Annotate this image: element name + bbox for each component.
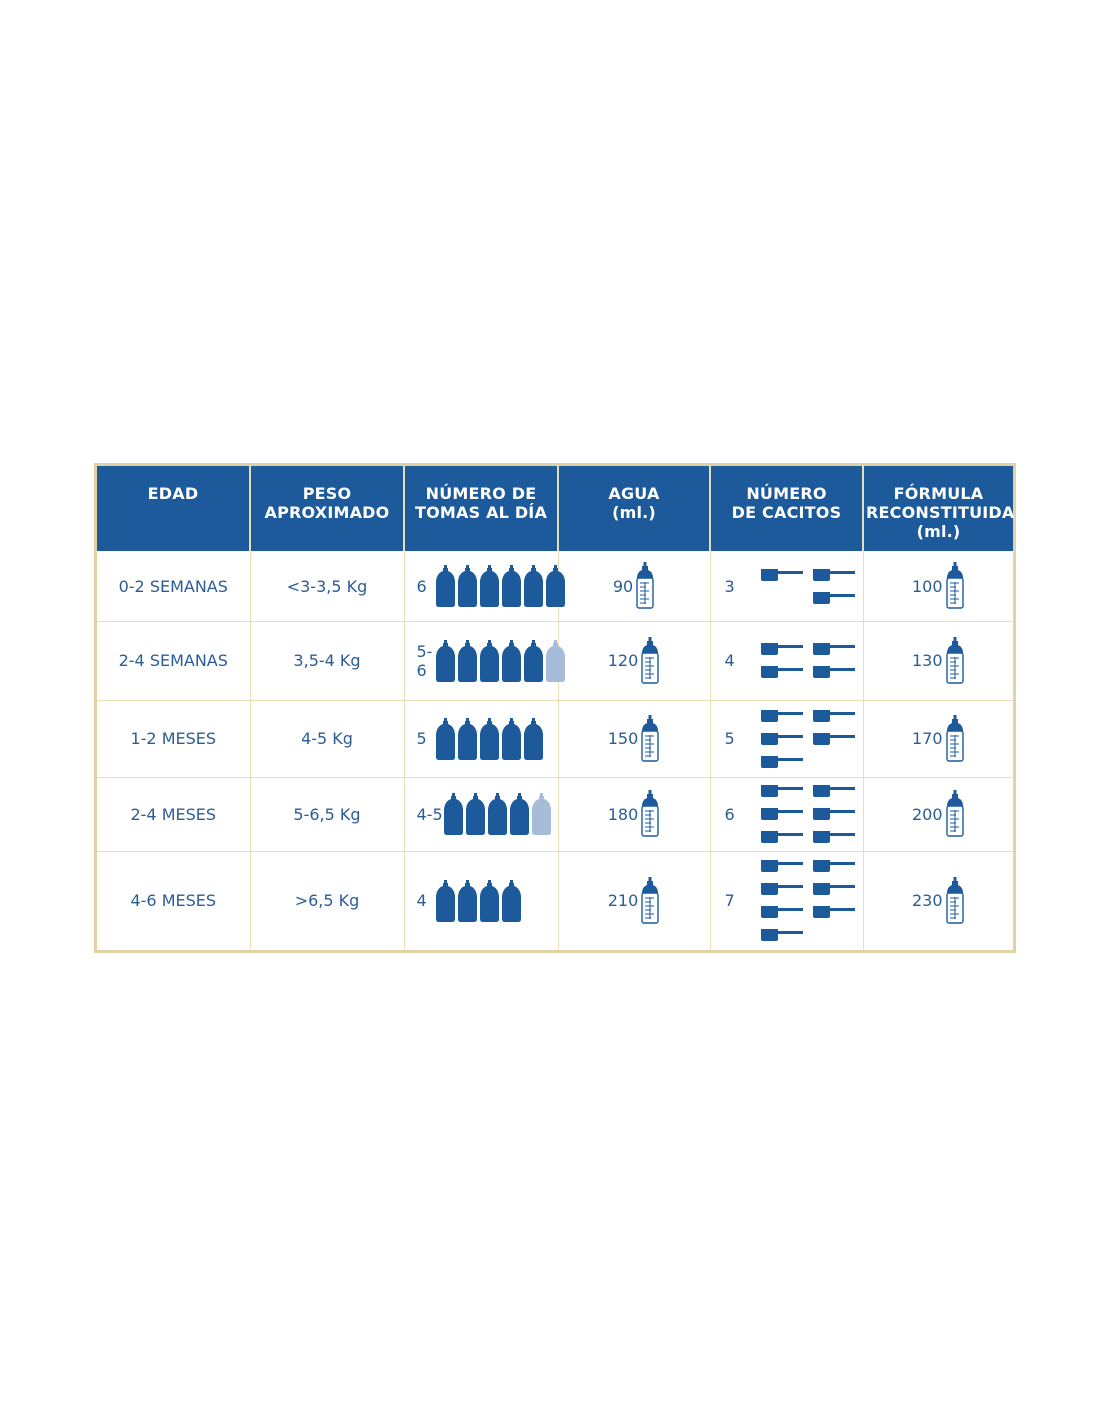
cell-cacitos: [710, 778, 863, 852]
agua-value: 150: [607, 729, 639, 749]
formula-value: 170: [911, 729, 943, 749]
edad-value: 1-2 MESES: [130, 729, 217, 749]
table-row: [97, 622, 1013, 701]
measuring-scoop-icon: [761, 666, 805, 678]
bottle-row: [436, 565, 565, 607]
measuring-scoop-icon: [761, 929, 805, 941]
baby-bottle-icon: [502, 640, 521, 682]
table-header-row: [97, 466, 1013, 551]
cell-peso: [250, 551, 404, 622]
baby-bottle-icon: [458, 880, 477, 922]
baby-bottle-icon: [436, 718, 455, 760]
measuring-scoop-icon: [813, 906, 857, 918]
measuring-scoop-icon: [813, 860, 857, 872]
baby-bottle-icon: [480, 565, 499, 607]
measuring-scoop-icon: [813, 831, 857, 843]
formula-wrap: [864, 622, 1014, 700]
measuring-scoop-icon: [761, 860, 805, 872]
measuring-scoop-icon: [761, 808, 805, 820]
header-line: DE CACITOS: [731, 503, 842, 522]
baby-bottle-icon: [488, 793, 507, 835]
header-line: RECONSTITUIDA: [866, 503, 1015, 522]
cacitos-wrap: [711, 622, 863, 700]
cacitos-value: 3: [724, 576, 735, 596]
scoop-grid: [761, 785, 861, 843]
measuring-scoop-icon: [761, 883, 805, 895]
cell-tomas: [404, 778, 558, 852]
cell-formula: [863, 700, 1013, 778]
header-line: EDAD: [147, 484, 199, 503]
bottle-row: [436, 640, 565, 682]
graduated-bottle-icon: [945, 877, 965, 925]
scoop-grid: [761, 643, 861, 678]
header-line: NÚMERO DE: [425, 484, 537, 503]
graduated-bottle-icon: [640, 715, 660, 763]
header-line: AGUA: [608, 484, 660, 503]
tomas-value: 5-6: [416, 641, 433, 680]
formula-wrap: [864, 551, 1014, 621]
graduated-bottle-icon: [640, 790, 660, 838]
header-line: FÓRMULA: [893, 484, 984, 503]
baby-bottle-icon: [502, 880, 521, 922]
cell-formula: [863, 851, 1013, 950]
header-line: (ml.): [612, 503, 656, 522]
cell-peso: [250, 700, 404, 778]
baby-bottle-icon: [444, 793, 463, 835]
header-agua: [558, 466, 710, 551]
baby-bottle-icon: [524, 565, 543, 607]
cell-formula: [863, 622, 1013, 701]
peso-value: 3,5-4 Kg: [293, 651, 361, 671]
formula-wrap: [864, 852, 1014, 950]
scoop-grid: [761, 569, 861, 604]
header-line: APROXIMADO: [264, 503, 390, 522]
scoop-grid: [761, 710, 861, 768]
cell-formula: [863, 551, 1013, 622]
graduated-bottle-icon: [635, 562, 655, 610]
bottle-row: [436, 880, 521, 922]
header-line: PESO: [302, 484, 352, 503]
peso-value: >6,5 Kg: [294, 891, 360, 911]
formula-value: 230: [911, 891, 943, 911]
tomas-wrap: [405, 778, 558, 851]
tomas-value: 5: [416, 729, 427, 749]
cacitos-wrap: [711, 778, 863, 851]
measuring-scoop-icon: [813, 883, 857, 895]
cell-peso: [250, 778, 404, 852]
measuring-scoop-icon: [813, 643, 857, 655]
cell-tomas: [404, 700, 558, 778]
edad-value: 2-4 MESES: [130, 804, 217, 824]
formula-wrap: [864, 701, 1014, 778]
agua-value: 210: [607, 891, 639, 911]
feeding-table-frame: [94, 463, 1016, 953]
scoop-grid: [761, 860, 861, 941]
measuring-scoop-icon: [761, 569, 805, 581]
graduated-bottle-icon: [640, 637, 660, 685]
cell-tomas: [404, 551, 558, 622]
cell-peso: [250, 622, 404, 701]
edad-value: 2-4 SEMANAS: [118, 651, 228, 671]
baby-bottle-icon: [510, 793, 529, 835]
tomas-wrap: [405, 551, 558, 621]
agua-wrap: [559, 551, 710, 621]
measuring-scoop-icon: [813, 666, 857, 678]
cell-edad: [97, 851, 250, 950]
measuring-scoop-icon: [813, 710, 857, 722]
bottle-row: [436, 718, 543, 760]
cacitos-wrap: [711, 551, 863, 621]
baby-bottle-icon: [458, 565, 477, 607]
agua-wrap: [559, 852, 710, 950]
table-row: [97, 700, 1013, 778]
cell-agua: [558, 551, 710, 622]
cell-tomas: [404, 622, 558, 701]
cell-edad: [97, 778, 250, 852]
peso-value: 5-6,5 Kg: [293, 804, 361, 824]
cell-tomas: [404, 851, 558, 950]
measuring-scoop-icon: [813, 733, 857, 745]
baby-bottle-icon: [532, 793, 551, 835]
graduated-bottle-icon: [945, 562, 965, 610]
agua-value: 120: [607, 651, 639, 671]
graduated-bottle-icon: [945, 715, 965, 763]
tomas-wrap: [405, 852, 558, 950]
cell-edad: [97, 622, 250, 701]
peso-value: <3-3,5 Kg: [286, 576, 368, 596]
cell-cacitos: [710, 622, 863, 701]
cell-agua: [558, 778, 710, 852]
cell-edad: [97, 700, 250, 778]
header-tomas: [404, 466, 558, 551]
agua-value: 180: [607, 804, 639, 824]
header-peso: [250, 466, 404, 551]
table-row: [97, 551, 1013, 622]
cell-agua: [558, 851, 710, 950]
measuring-scoop-icon: [761, 906, 805, 918]
cell-cacitos: [710, 851, 863, 950]
cell-cacitos: [710, 700, 863, 778]
baby-bottle-icon: [502, 718, 521, 760]
measuring-scoop-icon: [813, 569, 857, 581]
baby-bottle-icon: [436, 880, 455, 922]
cacitos-value: 5: [724, 729, 735, 749]
cell-agua: [558, 700, 710, 778]
cacitos-value: 4: [724, 651, 735, 671]
cell-formula: [863, 778, 1013, 852]
baby-bottle-icon: [480, 640, 499, 682]
tomas-value: 4: [416, 891, 427, 911]
graduated-bottle-icon: [945, 790, 965, 838]
baby-bottle-icon: [524, 718, 543, 760]
agua-wrap: [559, 622, 710, 700]
header-line: NÚMERO: [746, 484, 827, 503]
edad-value: 0-2 SEMANAS: [118, 576, 228, 596]
table-row: [97, 851, 1013, 950]
header-cacitos: [710, 466, 863, 551]
cacitos-wrap: [711, 701, 863, 778]
baby-bottle-icon: [458, 718, 477, 760]
baby-bottle-icon: [480, 718, 499, 760]
cell-edad: [97, 551, 250, 622]
formula-value: 130: [911, 651, 943, 671]
measuring-scoop-icon: [761, 785, 805, 797]
formula-value: 200: [911, 804, 943, 824]
baby-bottle-icon: [436, 640, 455, 682]
baby-bottle-icon: [466, 793, 485, 835]
measuring-scoop-icon: [761, 710, 805, 722]
edad-value: 4-6 MESES: [130, 891, 217, 911]
header-line: TOMAS AL DÍA: [414, 503, 548, 522]
tomas-value: 6: [416, 576, 427, 596]
header-edad: [97, 466, 250, 551]
baby-bottle-icon: [480, 880, 499, 922]
header-line: (ml.): [916, 522, 961, 541]
agua-wrap: [559, 701, 710, 778]
table-body: [97, 551, 1013, 950]
tomas-value: 4-5: [416, 804, 443, 824]
tomas-wrap: [405, 701, 558, 778]
cacitos-value: 6: [724, 804, 735, 824]
table-row: [97, 778, 1013, 852]
formula-wrap: [864, 778, 1014, 851]
measuring-scoop-icon: [813, 808, 857, 820]
measuring-scoop-icon: [761, 756, 805, 768]
agua-wrap: [559, 778, 710, 851]
measuring-scoop-icon: [813, 785, 857, 797]
cell-peso: [250, 851, 404, 950]
baby-bottle-icon: [436, 565, 455, 607]
baby-bottle-icon: [458, 640, 477, 682]
baby-bottle-icon: [524, 640, 543, 682]
cacitos-wrap: [711, 852, 863, 950]
cell-cacitos: [710, 551, 863, 622]
bottle-row: [444, 793, 551, 835]
graduated-bottle-icon: [640, 877, 660, 925]
cell-agua: [558, 622, 710, 701]
feeding-table: [97, 466, 1013, 950]
measuring-scoop-icon: [813, 592, 857, 604]
header-formula: [863, 466, 1013, 551]
cacitos-value: 7: [724, 891, 735, 911]
graduated-bottle-icon: [945, 637, 965, 685]
measuring-scoop-icon: [761, 831, 805, 843]
measuring-scoop-icon: [761, 643, 805, 655]
measuring-scoop-icon: [761, 733, 805, 745]
formula-value: 100: [911, 576, 943, 596]
peso-value: 4-5 Kg: [301, 729, 353, 749]
agua-value: 90: [612, 576, 634, 596]
tomas-wrap: [405, 622, 558, 700]
baby-bottle-icon: [502, 565, 521, 607]
